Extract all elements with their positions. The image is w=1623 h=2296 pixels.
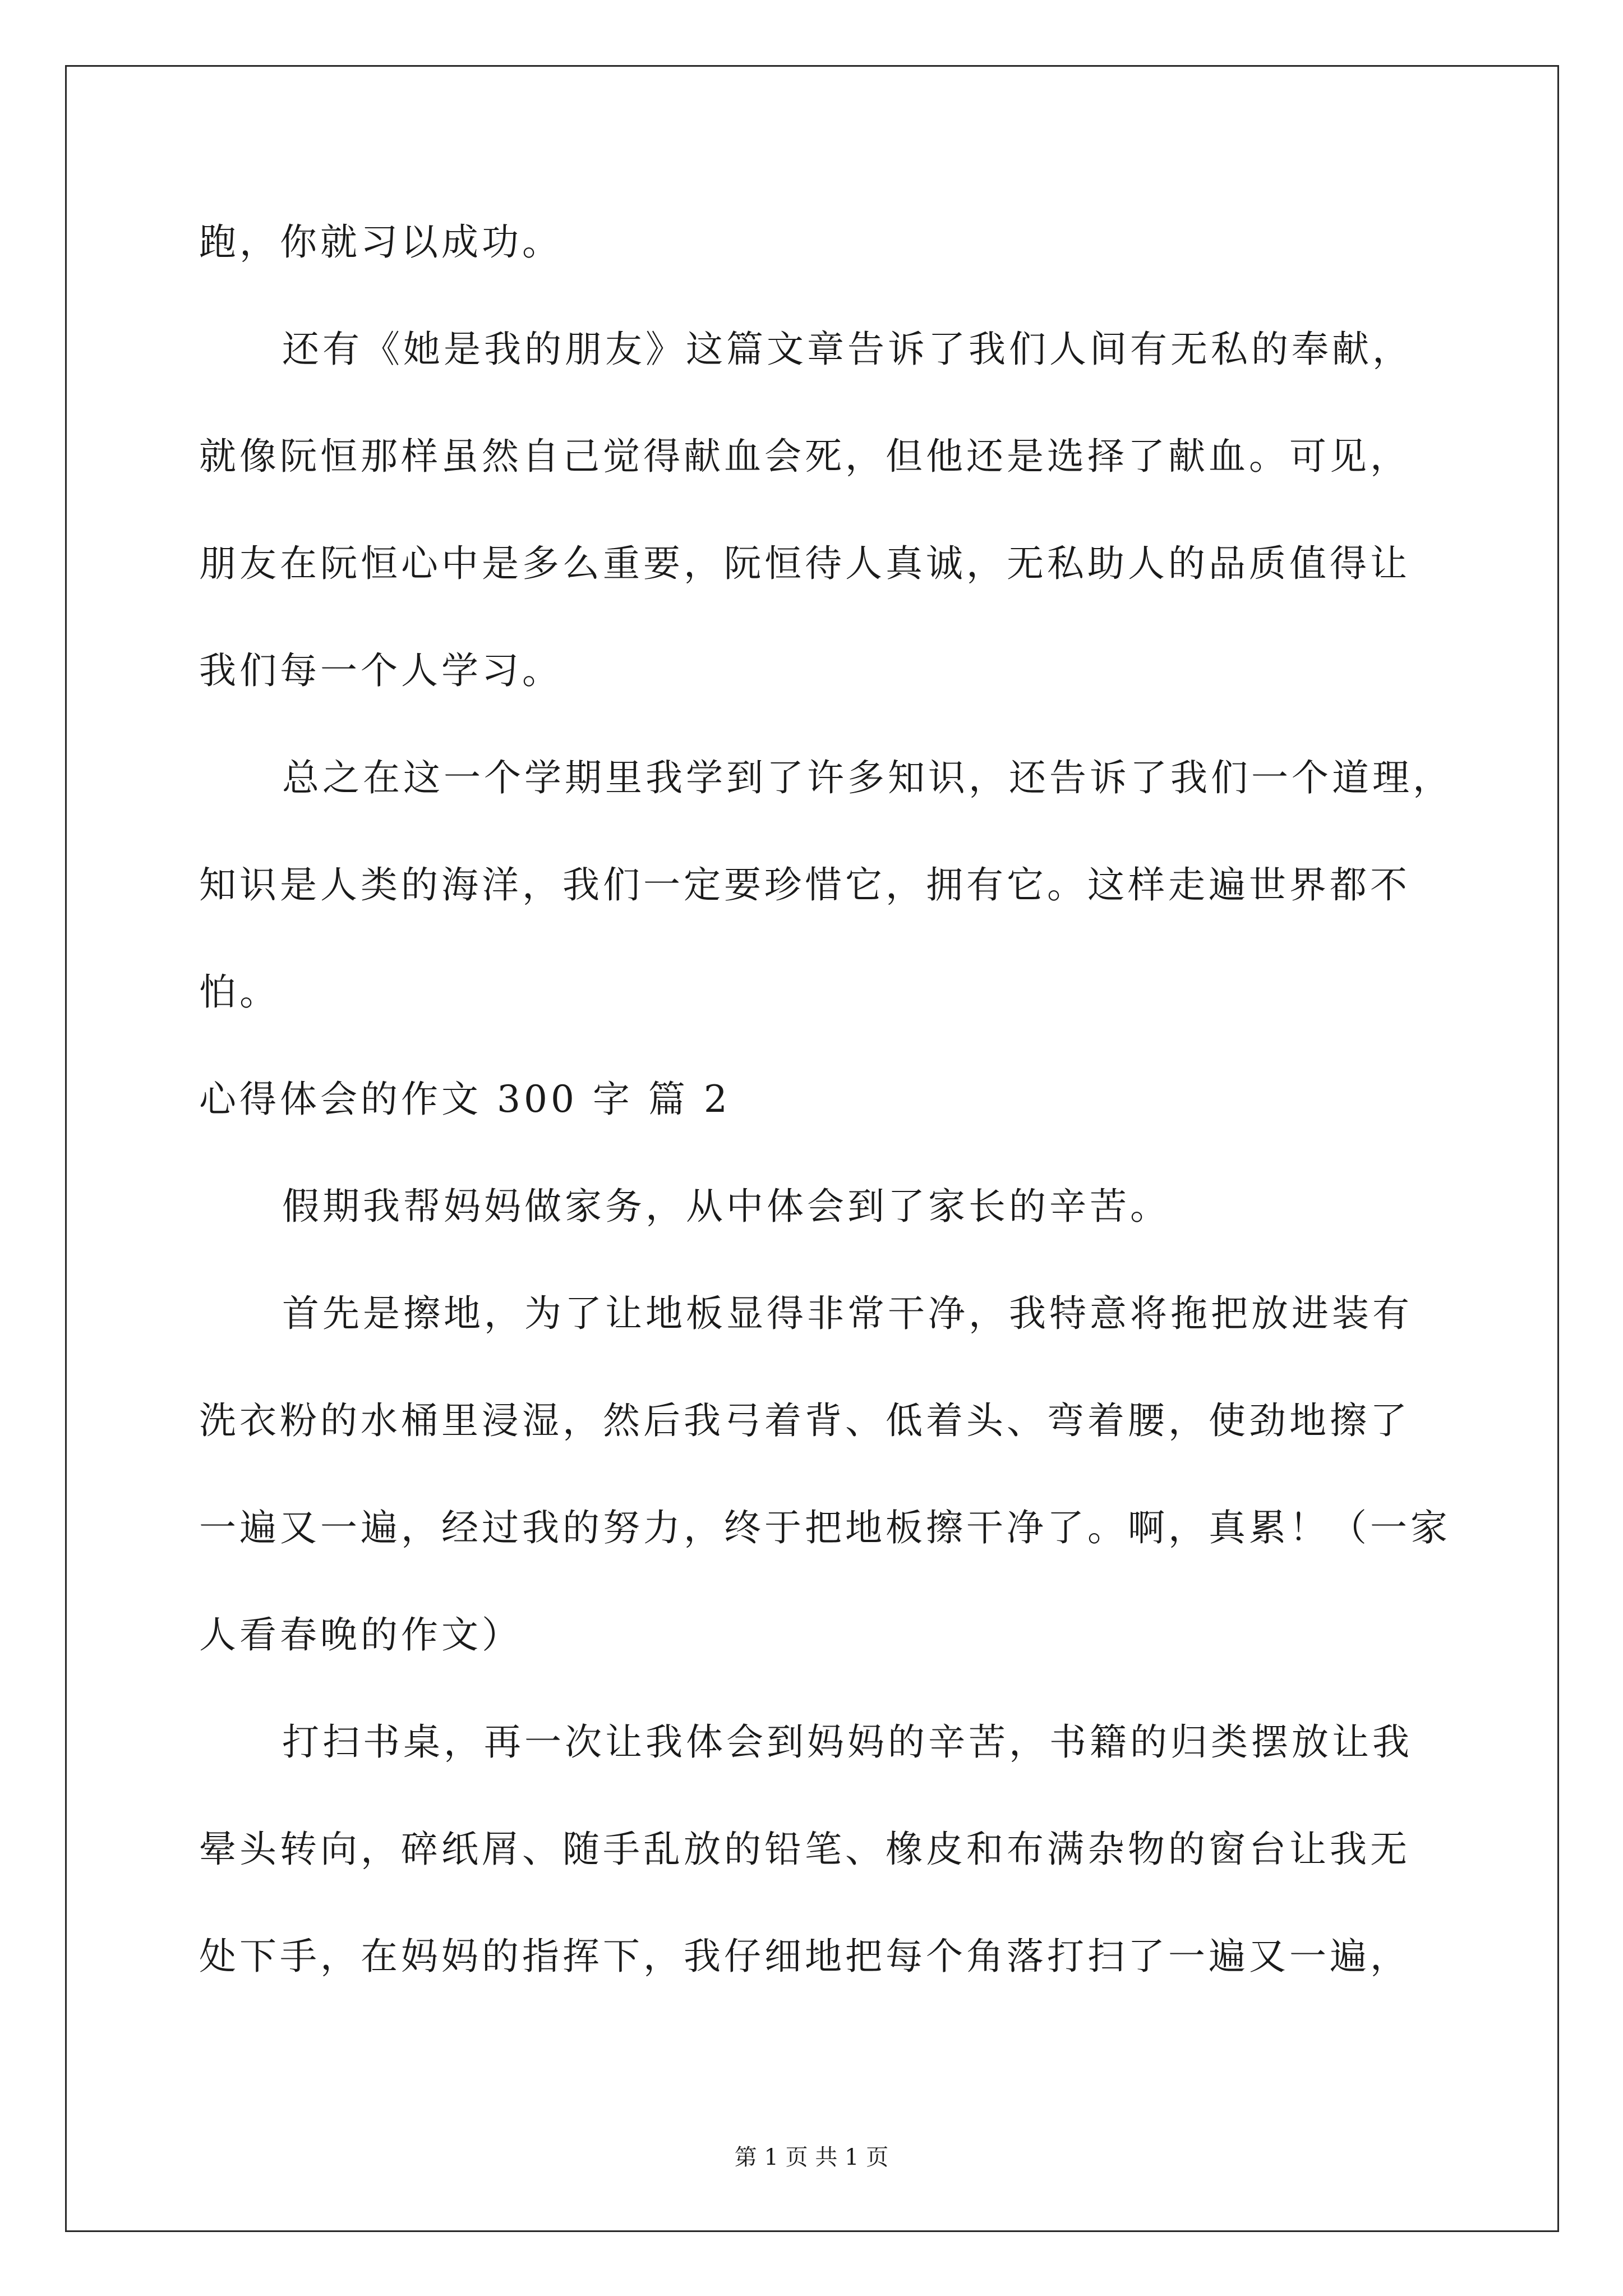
page-footer: 第 1 页 共 1 页 — [734, 2145, 889, 2170]
text-line: 处下手，在妈妈的指挥下，我仔细地把每个角落打扫了一遍又一遍， — [199, 1935, 1410, 1978]
text-line: 还有《她是我的朋友》这篇文章告诉了我们人间有无私的奉献， — [282, 328, 1413, 371]
text-line: 洗衣粉的水桶里浸湿，然后我弓着背、低着头、弯着腰，使劲地擦了 — [199, 1399, 1410, 1442]
text-line: 总之在这一个学期里我学到了许多知识，还告诉了我们一个道理， — [282, 756, 1453, 799]
section-heading: 心得体会的作文 300 字 篇 2 — [199, 1078, 731, 1121]
text-line: 晕头转向，碎纸屑、随手乱放的铅笔、橡皮和布满杂物的窗台让我无 — [199, 1828, 1410, 1871]
text-line: 人看春晚的作文） — [199, 1613, 522, 1657]
text-line: 就像阮恒那样虽然自己觉得献血会死，但他还是选择了献血。可见， — [199, 435, 1410, 478]
text-line: 一遍又一遍，经过我的努力，终于把地板擦干净了。啊，真累！（一家 — [199, 1506, 1451, 1549]
page-border — [65, 65, 1559, 2232]
text-line: 首先是擦地，为了让地板显得非常干净，我特意将拖把放进装有 — [282, 1292, 1413, 1335]
text-line: 朋友在阮恒心中是多么重要，阮恒待人真诚，无私助人的品质值得让 — [199, 542, 1410, 585]
text-line: 跑，你就习以成功。 — [199, 220, 562, 264]
text-line: 怕。 — [199, 970, 280, 1014]
text-line: 打扫书桌，再一次让我体会到妈妈的辛苦，书籍的归类摆放让我 — [282, 1720, 1413, 1764]
text-line: 我们每一个人学习。 — [199, 649, 562, 692]
text-line: 知识是人类的海洋，我们一定要珍惜它，拥有它。这样走遍世界都不 — [199, 863, 1410, 907]
text-line: 假期我帮妈妈做家务，从中体会到了家长的辛苦。 — [282, 1185, 1170, 1228]
